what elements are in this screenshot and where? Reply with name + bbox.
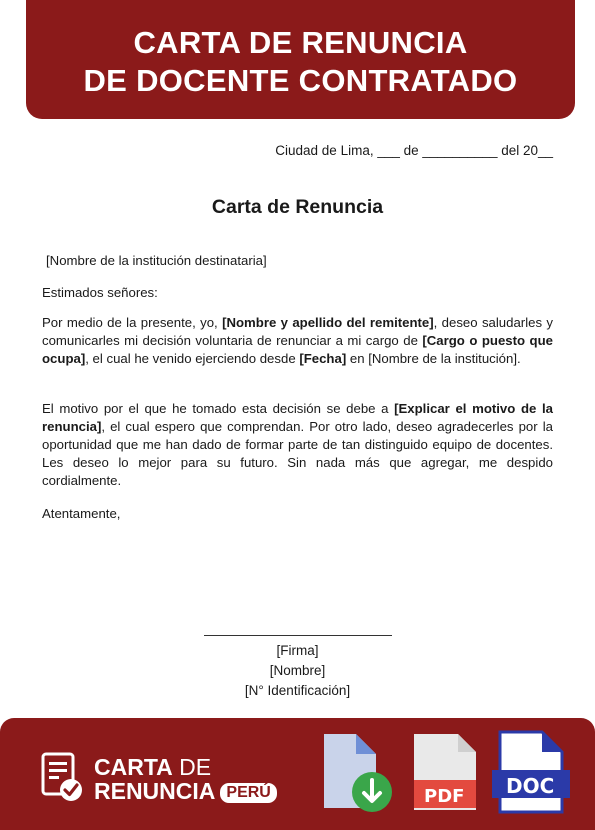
doc-icon[interactable] <box>492 730 574 819</box>
recipient-line: [Nombre de la institución destinataria] <box>46 253 267 268</box>
p1-position: [Cargo o puesto que ocupa] <box>42 333 553 366</box>
signature-line <box>204 635 392 636</box>
salutation: Estimados señores: <box>42 285 158 300</box>
signature-firma: [Firma] <box>276 643 319 658</box>
signature-block <box>0 635 595 701</box>
p2-text: El motivo por el que he tomado esta decisión se debe a <box>42 401 395 416</box>
document-check-icon <box>40 750 86 808</box>
banner-title-line1: CARTA DE RENUNCIA <box>133 24 468 60</box>
closing: Atentamente, <box>42 506 121 521</box>
signature-nombre: [Nombre] <box>269 663 326 678</box>
brand-de: DE <box>172 754 212 780</box>
p2-reason: [Explicar el motivo de la renuncia] <box>42 401 553 434</box>
doc-label: DOC <box>506 774 555 798</box>
banner-title-line2: DE DOCENTE CONTRATADO <box>83 62 518 98</box>
letter-title: Carta de Renuncia <box>211 196 384 218</box>
p2-text: , el cual espero que comprendan. Por otro lado, deseo agradecerles por la oportunidad que me han dado de formar parte de tan distinguido equipo de docentes. Les deseo lo mejor para su futuro. Sin nada más que agregar, me despido cordialmente. <box>42 419 553 488</box>
brand-carta: CARTA <box>94 754 173 780</box>
brand-logo[interactable] <box>40 750 277 808</box>
brand-renuncia: RENUNCIA <box>94 778 216 804</box>
brand-badge: PERÚ <box>220 783 276 803</box>
signature-id: [N° Identificación] <box>244 683 351 698</box>
paragraph-1 <box>42 314 553 368</box>
paragraph-2 <box>42 400 553 490</box>
p1-text: , deseo saludarles y comunicarles mi decisión voluntaria de renunciar a mi cargo de <box>42 315 554 348</box>
p1-sender-name: [Nombre y apellido del remitente] <box>222 315 434 330</box>
title-banner <box>26 0 575 119</box>
download-icon[interactable] <box>318 730 396 819</box>
p1-text: en [Nombre de la institución]. <box>346 351 521 366</box>
p1-date: [Fecha] <box>299 351 347 366</box>
pdf-icon[interactable] <box>412 730 478 819</box>
p1-text: , el cual he venido ejerciendo desde <box>85 351 300 366</box>
p1-text: Por medio de la presente, yo, <box>42 315 223 330</box>
pdf-label: PDF <box>424 786 465 807</box>
date-line: Ciudad de Lima, ___ de __________ del 20__ <box>275 143 553 158</box>
footer-bar <box>0 718 595 830</box>
